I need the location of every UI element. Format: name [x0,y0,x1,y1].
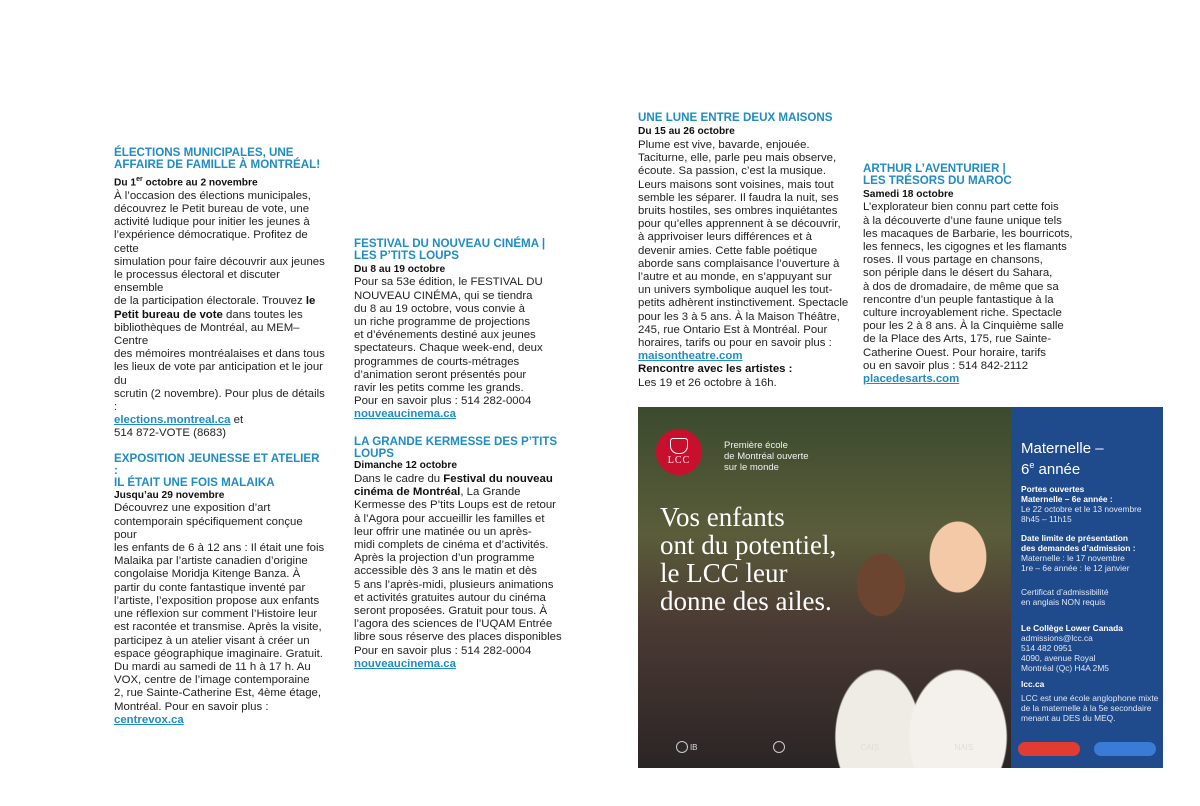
school-site[interactable]: lcc.ca [1021,679,1045,689]
lune-body: Plume est vive, bavarde, enjouée. Taciturne, elle, parle peu mais observe, écoute. Sa passion, c’est la musique. Leurs maisons sont voisines, mais tout semble les séparer. Il faudra la nuit, ses bruits hostiles, ses ombres inquiétantes pour qu’elles apprennent à se découvrir, à apprivoiser leurs différences et à devenir amies. Cette fable poétique aborde sans complaisance l’ouverture à l’autre et au monde, en s’appuyant sur un univers symbolique auquel les tout- petits adhèrent instinctivement. Spectacle pour les 3 à 5 ans. À la Maison Théâtre, 245, rue Ontario Est à Montréal. Pour horaires, tarifs ou pour en savoir plus : [638,139,849,350]
lcc-logo: LCC [656,429,702,475]
ad-grade-title: Maternelle – 6e année [1021,440,1104,478]
arthur-date: Samedi 18 octobre [863,188,954,200]
exposition-title: EXPOSITION JEUNESSE ET ATELIER : IL ÉTAIT UNE FOIS MALAIKA [114,451,320,490]
placedesarts-link[interactable]: placedesarts.com [863,373,960,386]
column-2 [354,238,566,671]
elections-link[interactable]: elections.montreal.ca [114,414,231,427]
festival-date: Du 8 au 19 octobre [354,263,446,275]
ib-logo-icon: IB [676,741,698,753]
nouveaucinema-link-1[interactable]: nouveaucinema.ca [354,408,456,421]
column-3 [638,112,850,390]
rencontre-label: Rencontre avec les artistes : [638,363,793,376]
lune-date: Du 15 au 26 octobre [638,126,735,138]
ad-tagline: Première école de Montréal ouverte sur le monde [724,440,809,473]
program-badge-icon [1094,742,1156,756]
nais-logo-icon: NAIS [954,742,974,752]
rencontre-dates: Les 19 et 26 octobre à 16h. [638,376,777,389]
school-about: LCC est une école anglophone mixte de la maternelle à la 5e secondaire menant au DES du MEQ. [1021,693,1159,723]
lune-title: UNE LUNE ENTRE DEUX MAISONS [638,111,833,124]
kermesse-title: LA GRANDE KERMESSE DES P’TITS LOUPS [354,434,558,461]
deadline-info: Date limite de présentation des demandes d’admission : Maternelle : le 17 novembre 1re – 6e année : le 12 janvier [1021,533,1136,573]
column-4 [863,163,1075,386]
column-1 [114,147,326,727]
side-badges [1011,730,1163,768]
ad-info-panel [1011,407,1163,768]
accreditation-badge-icon [1018,742,1080,756]
cais-logo-icon [773,741,785,753]
maisontheatre-link[interactable]: maisontheatre.com [638,350,743,363]
election-title: ÉLECTIONS MUNICIPALES, UNE AFFAIRE DE FAMILLE À MONTRÉAL! [114,146,321,172]
centrevox-link[interactable]: centrevox.ca [114,713,184,726]
exposition-body: Découvrez une exposition d’art contemporain spécifiquement conçue pour les enfants de 6 à 12 ans : Il était une fois Malaika par l’artiste canadien d’origine congolaise Moridja Kitenge Banza. À partir du conte fantastique inventé par l’artiste, l’exposition propose aux enfants une réflexion sur comment l’Histoire leur est racontée et transmise. Après la visite, participez à un atelier visant à créer un espace géographique imaginaire. Gratuit. Du mardi au samedi de 11 h à 17 h. Au VOX, centre de l’image contemporaine 2, rue Sainte-Catherine Est, 4ème étage, Montréal. Pour en savoir plus : centrevox.ca [114,502,325,726]
school-contact: Le Collège Lower Canada admissions@lcc.ca 514 482 0951 4090, avenue Royal Montréal (Qc) H4A 2M5 [1021,623,1123,673]
election-date: Du 1er octobre au 2 novembre [114,175,258,189]
crest-icon [670,438,688,454]
certificate-info: Certificat d’admissibilité en anglais NON requis [1021,587,1109,607]
festival-body: Pour sa 53e édition, le FESTIVAL DU NOUVEAU CINÉMA, qui se tiendra du 8 au 19 octobre, vous convie à un riche programme de projections et d’événements destiné aux jeunes spectateurs. Chaque week-end, deux programmes de courts-métrages d’animation seront présentés pour ravir les petits comme les grands. Pour en savoir plus : 514 282-0004 [354,276,543,408]
accreditation-logos [638,726,1011,768]
lcc-advertisement[interactable] [638,407,1163,768]
election-body: À l’occasion des élections municipales, découvrez le Petit bureau de vote, une activité ludique pour initier les jeunes à l’expérience démocratique. Profitez de cette simulation pour faire découvrir aux jeunes le processus électoral et discuter ensemble de la participation électorale. Trouvez le Petit bureau de vote dans toutes les bibliothèques de Montréal, au MEM– Centre des mémoires montréalaises et dans tous les lieux de vote par anticipation et le jour du scrutin (2 novembre). Pour plus de détails : elections.montreal.ca et 514 872-VOTE (8683) [114,189,325,440]
exposition-date: Jusqu’au 29 novembre [114,489,225,501]
kermesse-body: Dans le cadre du Festival du nouveau cinéma de Montréal, La Grande Kermesse des P’tits Loups est de retour à l’Agora pour accueillir les familles et leur offrir une matinée ou un après- midi complets de cinéma et d’activités. Après la projection d’un programme accessible dès 3 ans le matin et dès 5 ans l’après-midi, plusieurs animations et activités gratuites autour du cinéma seront proposées. Gratuit pour tous. À l’agora des sciences de l’UQAM Entrée libre sous réserve des places disponibles Pour en savoir plus : 514 282-0004 [354,473,562,657]
nouveaucinema-link-2[interactable]: nouveaucinema.ca [354,657,456,670]
cais-wordmark-icon: CAIS [860,742,880,752]
ad-slogan: Vos enfants ont du potentiel, le LCC leur donne des ailes. [660,502,837,616]
festival-title: FESTIVAL DU NOUVEAU CINÉMA | LES P’TITS LOUPS [354,237,546,263]
children-photo [638,407,1011,768]
open-house-info: Portes ouvertes Maternelle – 6e année : Le 22 octobre et le 13 novembre 8h45 – 11h15 [1021,484,1142,524]
arthur-title: ARTHUR L’AVENTURIER | LES TRÉSORS DU MAROC [863,162,1012,188]
kermesse-date: Dimanche 12 octobre [354,460,458,472]
arthur-body: L’explorateur bien connu part cette fois à la découverte d’une faune unique tels les macaques de Barbarie, les bourricots, les fennecs, les cigognes et les flamants roses. Il vous partage en chansons, son périple dans le désert du Sahara, à dos de dromadaire, de même que sa rencontre d’un peuple fantastique à la culture incroyablement riche. Spectacle pour les 2 à 8 ans. À la Cinquième salle de la Place des Arts, 175, rue Sainte- Catherine Ouest. Pour horaire, tarifs ou en savoir plus : 514 842-2112 [863,201,1073,372]
